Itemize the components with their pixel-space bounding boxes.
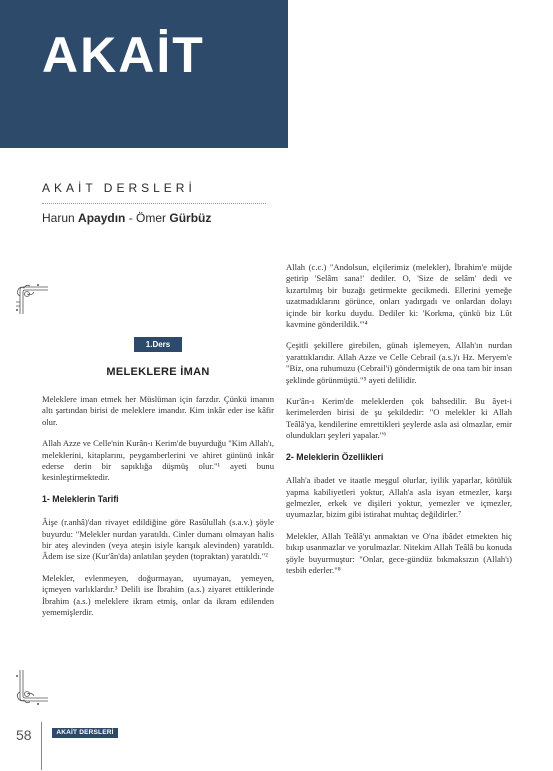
header-banner xyxy=(0,0,288,148)
paragraph: Allah Azze ve Celle'nin Kurân-ı Kerim'de buyurduğu "Kim Allah'ı, meleklerini, kitaplarını, peygamberlerini ve ahiret gününü inkâr ederse derin bir sapıklığa düşmüş olur."¹ ayeti bunu kesinleştirmektedir. xyxy=(42,438,274,483)
paragraph: Allah'a ibadet ve itaatle meşgul olurlar, iyilik yaparlar, kötülük yapma kabiliyetleri yoktur, Allah'a asla isyan etmezler, karşı gelmezler, erkek ve dişileri yoktur, yemezler ve içmezler, uyumazlar, bizim gibi istirahat muhtaç değildirler.⁷ xyxy=(286,475,512,520)
page-number: 58 xyxy=(16,727,32,743)
paragraph: Âişe (r.anhâ)'dan rivayet edildiğine göre Rasûlullah (s.a.v.) şöyle buyurdu: "Melekler nurdan yaratıldı. Cinler dumanı olmayan halis bir ateş alevinden (veya ateşin isiyle karışık alevinden) yaratıldı. Âdem ise size (Kur'ân'da) anlatılan şeyden (topraktan) yaratıldı."² xyxy=(42,517,274,562)
subheading-definition: 1- Meleklerin Tarifi xyxy=(42,493,119,504)
corner-ornament-icon xyxy=(14,282,50,316)
article-title: MELEKLERE İMAN xyxy=(106,366,210,378)
paragraph: Meleklere iman etmek her Müslüman için farzdır. Çünkü imanın altı şartından birisi de meleklere imandır. Kim inkâr eder ise kâfir olur. xyxy=(42,394,274,427)
author-second-family: Gürbüz xyxy=(169,211,212,225)
paragraph: Melekler, evlenmeyen, doğurmayan, uyumayan, yemeyen, içmeyen varlıklardır.³ Delili ise İbrahim (a.s.) ziyaret ettiklerinde İbrahim (a.s.) meleklere ikram etmiş, onlar da ikram edilenden yememişlerdir. xyxy=(42,572,274,618)
running-title: AKAİT DERSLERİ xyxy=(52,728,118,738)
footer-divider xyxy=(41,722,42,770)
author-first-given: Harun xyxy=(42,211,75,225)
paragraph: Çeşitli şekillere girebilen, günah işlemeyen, Allah'ın nurdan yarattıklarıdır. Allah Azze ve Celle Cebrail (a.s.)'ı Hz. Meryem'e "Biz, ona ruhumuzu (Cebrail'i) göndermiştik de ona tam bir insan şeklinde görünmüştü."⁵ ayeti delilidir. xyxy=(286,340,512,385)
corner-ornament-icon xyxy=(14,668,50,708)
subheading-features: 2- Meleklerin Özellikleri xyxy=(286,451,384,462)
right-column xyxy=(286,262,512,586)
left-column xyxy=(42,394,274,629)
lesson-badge: 1.Ders xyxy=(134,337,182,352)
paragraph: Kur'ân-ı Kerim'de meleklerden çok bahsedilir. Bu âyet-i kerimelerden birisi de şu şekildedir: "O melekler ki Allah Teâlâ'ya, kendilerine emrettikleri şeylerde asla asi olmazlar, emir olundukları şeyleri yapalar."⁶ xyxy=(286,396,512,441)
page-title: AKAİT xyxy=(42,27,205,83)
dotted-divider xyxy=(42,203,266,204)
author-second-given: Ömer xyxy=(136,211,167,225)
authors-line xyxy=(42,211,211,225)
author-separator: - xyxy=(125,211,137,225)
paragraph: Allah (c.c.) "Andolsun, elçilerimiz (melekler), İbrahim'e müjde getirip 'Selâm sana!' dediler. O, 'Size de selâm' dedi ve kızartılmış bir buzağı getirmekte gecikmedi. Ellerini yemeğe uzatmadıklarını görünce, onları yadırgadı ve onlardan dolayı içinde bir korku duydu. Dediler ki: 'Korkma, çünkü biz Lût kavmine gönderildik.'"⁴ xyxy=(286,262,512,330)
paragraph: Melekler, Allah Teâlâ'yı anmaktan ve O'na ibâdet etmekten hiç bıkıp usanmazlar ve yorulmazlar. Nitekim Allah Teâlâ bu konuda şöyle buyurmuştur: "Onlar, gece-gündüz bıkmaksızın (Allah'ı) tesbih ederler."⁸ xyxy=(286,530,512,575)
author-first-family: Apaydın xyxy=(78,211,126,225)
section-label: AKAİT DERSLERİ xyxy=(42,181,196,195)
